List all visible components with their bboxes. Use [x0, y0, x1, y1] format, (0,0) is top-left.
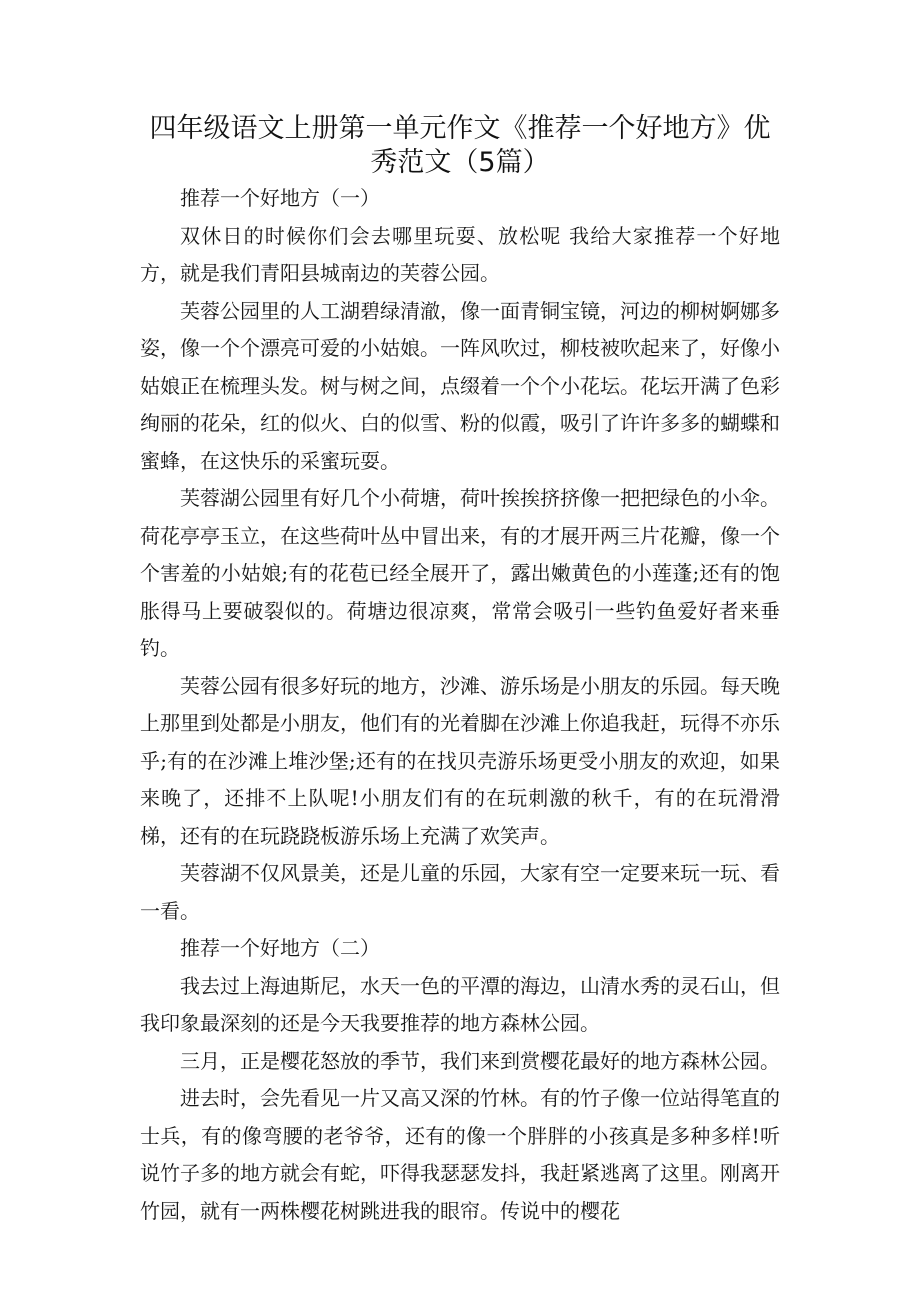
paragraph: 进去时，会先看见一片又高又深的竹林。有的竹子像一位站得笔直的士兵，有的像弯腰的老爷爷，还有的像一个胖胖的小孩真是多种多样!听说竹子多的地方就会有蛇，吓得我瑟瑟发抖，我赶紧逃离了这里。刚离开竹园，就有一两株樱花树跳进我的眼帘。传说中的樱花: [140, 1086, 780, 1223]
paragraph: 芙蓉湖公园里有好几个小荷塘，荷叶挨挨挤挤像一把把绿色的小伞。荷花亭亭玉立，在这些荷叶丛中冒出来，有的才展开两三片花瓣，像一个个害羞的小姑娘;有的花苞已经全展开了，露出嫩黄色的小莲蓬;还有的饱胀得马上要破裂似的。荷塘边很凉爽，常常会吸引一些钓鱼爱好者来垂钓。: [140, 486, 780, 660]
document-title: 四年级语文上册第一单元作文《推荐一个好地方》优秀范文（5篇）: [149, 113, 771, 178]
section-heading: 推荐一个好地方（一）: [180, 186, 380, 210]
paragraph: 我去过上海迪斯尼，水天一色的平潭的海边，山清水秀的灵石山，但我印象最深刻的还是今天我要推荐的地方森林公园。: [140, 973, 780, 1035]
paragraph: 三月，正是樱花怒放的季节，我们来到赏樱花最好的地方森林公园。: [180, 1048, 780, 1073]
paragraph: 芙蓉公园有很多好玩的地方，沙滩、游乐场是小朋友的乐园。每天晚上那里到处都是小朋友，他们有的光着脚在沙滩上你追我赶，玩得不亦乐乎;有的在沙滩上堆沙堡;还有的在找贝壳游乐场更受小朋友的欢迎，如果来晚了，还排不上队呢!小朋友们有的在玩刺激的秋千，有的在玩滑滑梯，还有的在玩跷跷板游乐场上充满了欢笑声。: [140, 673, 780, 848]
document-body: [140, 180, 780, 1230]
paragraph: 双休日的时候你们会去哪里玩耍、放松呢 我给大家推荐一个好地方，就是我们青阳县城南边的芙蓉公园。: [140, 223, 780, 285]
paragraph: 芙蓉湖不仅风景美，还是儿童的乐园，大家有空一定要来玩一玩、看一看。: [140, 861, 780, 923]
paragraph: 芙蓉公园里的人工湖碧绿清澈，像一面青铜宝镜，河边的柳树婀娜多姿，像一个个漂亮可爱的小姑娘。一阵风吹过，柳枝被吹起来了，好像小姑娘正在梳理头发。树与树之间，点缀着一个个小花坛。花坛开满了色彩绚丽的花朵，红的似火、白的似雪、粉的似霞，吸引了许许多多的蝴蝶和蜜蜂，在这快乐的采蜜玩耍。: [140, 298, 780, 473]
section-heading: 推荐一个好地方（二）: [180, 936, 380, 960]
